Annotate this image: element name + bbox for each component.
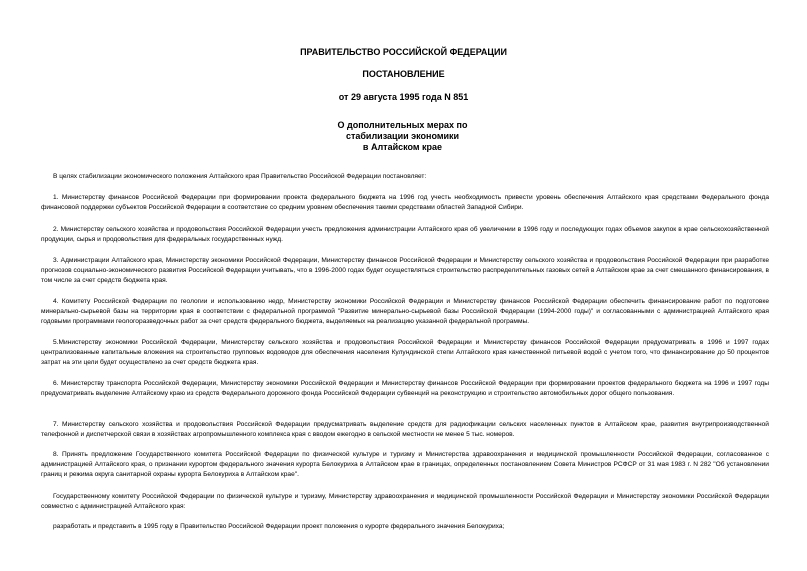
- government-heading: ПРАВИТЕЛЬСТВО РОССИЙСКОЙ ФЕДЕРАЦИИ: [300, 47, 507, 57]
- paragraph-6: 6. Министерству транспорта Российской Федерации, Министерству экономики Российской Федерации и Министерству финансов Российской Федерации при формировании проектов федерального бюджета на 1996 и 1997 годы предусматривать выделение Алтайскому краю из средств Федерального дорожного фонда Российской Федерации субвенций на реконструкцию и строительство автомобильных дорог общего пользования.: [41, 380, 769, 397]
- paragraph-2: 2. Министерству сельского хозяйства и продовольствия Российской Федерации учесть предложения администрации Алтайского края об увеличении в 1996 году и последующих годах объемов закупок в крае сельскохозяйственной продукции, сырья и продовольствия для федеральных государственных нужд.: [41, 226, 769, 243]
- paragraph-7: 7. Министерству сельского хозяйства и продовольствия Российской Федерации предусматривать выделение средств для радиофикации сельских населенных пунктов в Алтайском крае, развития внутрипроизводственной телефонной и диспетчерской связи в хозяйствах агропромышленного комплекса края с вводом ежегодно в сельской местности не менее 5 тыс. номеров.: [41, 421, 769, 438]
- paragraph-5: 5.Министерству экономики Российской Федерации, Министерству сельского хозяйства и продовольствия Российской Федерации и Министерству финансов Российской Федерации предусматривать в 1996 и 1997 годах централизованные капитальные вложения на строительство групповых водоводов для обеспечения населения Кулундинской степи Алтайского края качественной питьевой водой с учетом того, что финансирование до 50 процентов затрат на эти цели будет осуществлено за счет средств бюджета края.: [41, 339, 769, 366]
- subject-line: в Алтайском крае: [362, 142, 443, 152]
- document-subject: [300, 120, 505, 153]
- paragraph-10: разработать и представить в 1995 году в Правительство Российской Федерации проект положения о курорте федерального значения Белокуриха;: [53, 523, 505, 530]
- date-number-heading: от 29 августа 1995 года N 851: [338, 92, 469, 102]
- document-type-heading: ПОСТАНОВЛЕНИЕ: [362, 69, 445, 79]
- subject-line: стабилизации экономики: [345, 131, 460, 141]
- paragraph-1: 1. Министерству финансов Российской Федерации при формировании проекта федерального бюджета на 1996 год учесть необходимость привести уровень обеспечения Алтайского края средствами Федерального фонда финансовой поддержки субъектов Российской Федерации в соответствие со средним уровнем обеспечения такими средствами областей Западной Сибири.: [41, 194, 769, 211]
- paragraph-4: 4. Комитету Российской Федерации по геологии и использованию недр, Министерству экономики Российской Федерации и Министерству финансов Российской Федерации обеспечить финансирование работ по подготовке минерально-сырьевой базы на территории края в соответствии с федеральной программой "Развитие минерально-сырьевой базы Российской Федерации (1994-2000 годы)" и согласованными с администрацией Алтайского края годовыми программами геологоразведочных работ за счет средств федерального бюджета, выделяемых на реализацию указанной федеральной программы.: [41, 298, 769, 325]
- subject-line: О дополнительных мерах по: [337, 120, 468, 130]
- paragraph-3: 3. Администрации Алтайского края, Министерству экономики Российской Федерации, Министерству финансов Российской Федерации и Министерству сельского хозяйства и продовольствия Российской Федерации при разработке прогнозов социально-экономического развития Российской Федерации учитывать, что в 1996-2000 годах будет осуществляться строительство распределительных газовых сетей в Алтайском крае за счет смешанного финансирования, в том числе за счет средств бюджета края.: [41, 257, 769, 284]
- paragraph-8: 8. Принять предложение Государственного комитета Российской Федерации по физической культуре и туризму и Министерства здравоохранения и медицинской промышленности Российской Федерации, согласованное с администрацией Алтайского края, о признании курортом федерального значения курорта Белокуриха в Алтайском крае в границах, определенных постановлением Совета Министров РСФСР от 31 мая 1983 г. N 282 "Об установлении границ и режима округа санитарной охраны курорта Белокуриха в Алтайском крае".: [41, 451, 769, 478]
- intro-paragraph: В целях стабилизации экономического положения Алтайского края Правительство Российской Федерации постановляет:: [53, 173, 427, 180]
- paragraph-9: Государственному комитету Российской Федерации по физической культуре и туризму, Министерству здравоохранения и медицинской промышленности Российской Федерации и Министерству экономики Российской Федерации совместно с администрацией Алтайского края:: [41, 493, 769, 510]
